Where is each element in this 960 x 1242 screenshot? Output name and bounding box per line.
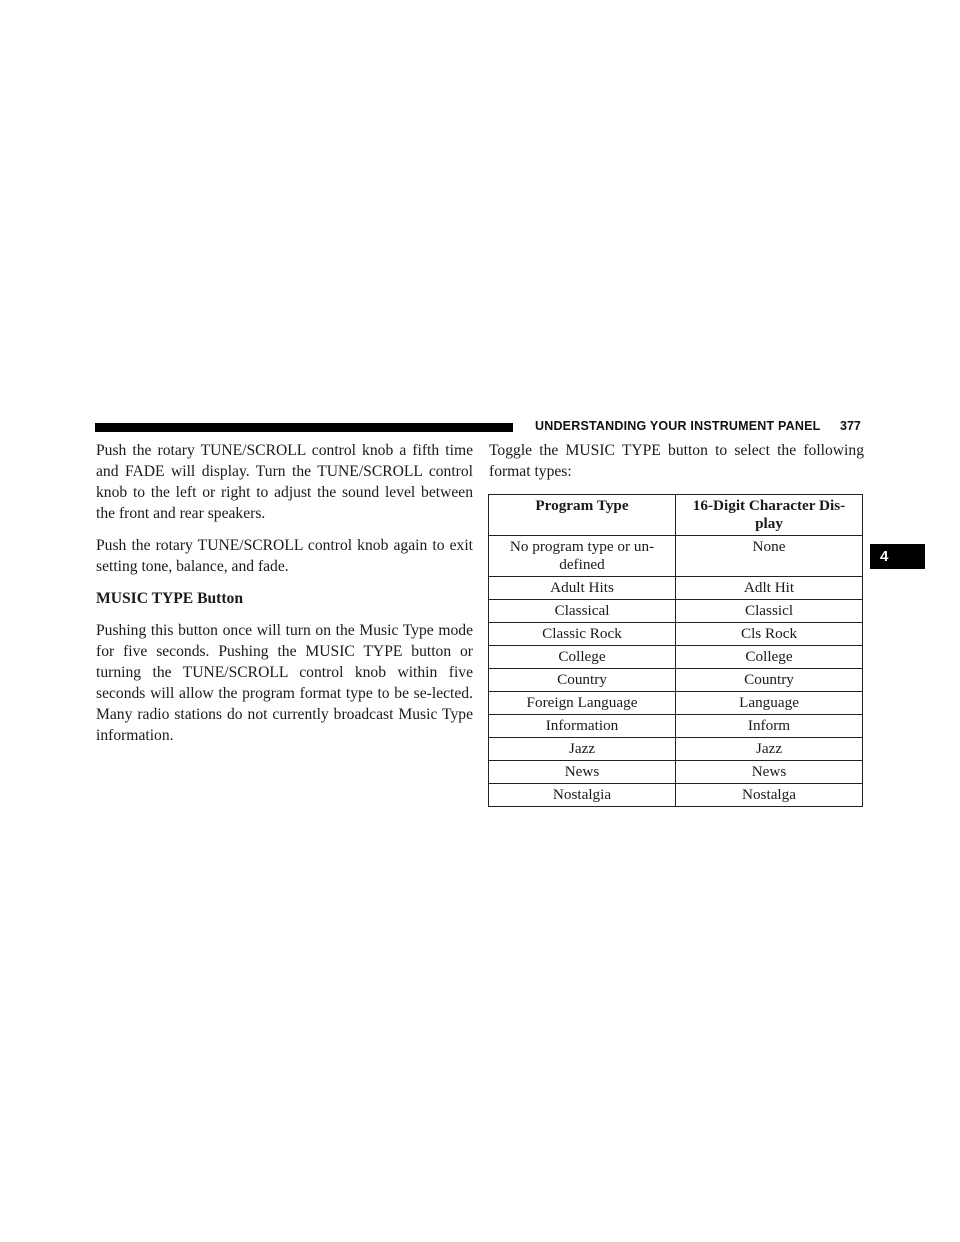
table-row (489, 738, 863, 761)
program-type-cell: Foreign Language (489, 692, 676, 715)
table-header-row (489, 495, 863, 536)
display-cell: Language (676, 692, 863, 715)
format-types-table (488, 494, 863, 807)
section-heading: MUSIC TYPE Button (96, 590, 244, 607)
display-cell: Cls Rock (676, 623, 863, 646)
chapter-number: 4 (880, 548, 889, 565)
table-row (489, 761, 863, 784)
display-cell: College (676, 646, 863, 669)
display-cell: Classicl (676, 600, 863, 623)
table-row (489, 536, 863, 577)
program-type-cell: Classical (489, 600, 676, 623)
header-rule (95, 423, 513, 432)
display-cell: Inform (676, 715, 863, 738)
paragraph-fade: Push the rotary TUNE/SCROLL control knob a fifth time and FADE will display. Turn the TUNE/SCROLL control knob to the left or right to adjust the sound level between the front and rear speakers. (96, 442, 473, 522)
table-row (489, 600, 863, 623)
table-row (489, 715, 863, 738)
right-column (489, 440, 864, 482)
header-character-display: 16-Digit Character Dis-play (676, 495, 863, 536)
table-intro: Toggle the MUSIC TYPE button to select the following format types: (489, 442, 864, 480)
paragraph-exit: Push the rotary TUNE/SCROLL control knob again to exit setting tone, balance, and fade. (96, 537, 473, 575)
display-cell: Adlt Hit (676, 577, 863, 600)
chapter-tab (870, 544, 925, 569)
program-type-cell: News (489, 761, 676, 784)
program-type-cell: Jazz (489, 738, 676, 761)
table-row (489, 692, 863, 715)
left-column (96, 440, 473, 757)
paragraph-music-type: Pushing this button once will turn on the Music Type mode for five seconds. Pushing the MUSIC TYPE button or turning the TUNE/SCROLL control knob within five seconds will allow the program format type to be se-lected. Many radio stations do not currently broadcast Music Type information. (96, 622, 473, 744)
program-type-cell: Information (489, 715, 676, 738)
running-header: UNDERSTANDING YOUR INSTRUMENT PANEL (535, 419, 821, 433)
table-row (489, 623, 863, 646)
display-cell: Nostalga (676, 784, 863, 807)
display-cell: Country (676, 669, 863, 692)
program-type-cell: Country (489, 669, 676, 692)
display-cell: None (676, 536, 863, 577)
table-row (489, 577, 863, 600)
program-type-cell: Classic Rock (489, 623, 676, 646)
program-type-cell: Adult Hits (489, 577, 676, 600)
table-row (489, 669, 863, 692)
table-row (489, 646, 863, 669)
page-number: 377 (840, 419, 861, 433)
program-type-cell: College (489, 646, 676, 669)
program-type-cell: No program type or un-defined (489, 536, 676, 577)
table-row (489, 784, 863, 807)
program-type-cell: Nostalgia (489, 784, 676, 807)
display-cell: News (676, 761, 863, 784)
header-program-type: Program Type (489, 495, 676, 536)
display-cell: Jazz (676, 738, 863, 761)
